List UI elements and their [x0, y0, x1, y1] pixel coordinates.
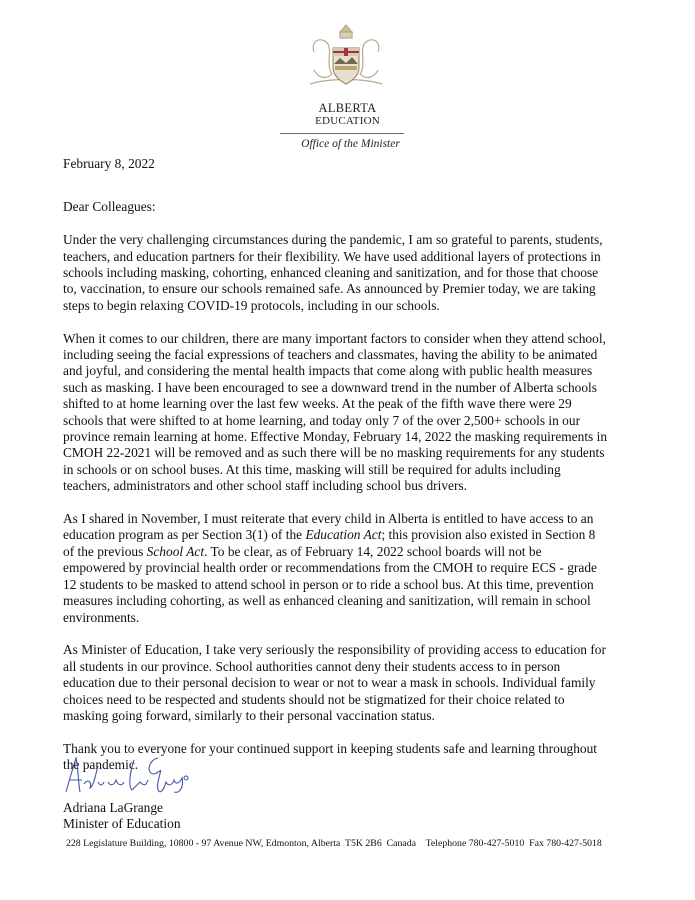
- office-text: Office of the Minister: [301, 138, 400, 150]
- text-line: Thank you to everyone for your continued support in keeping students safe and learning throughout: [63, 740, 598, 756]
- text-line: schools including masking, cohorting, enhanced cleaning and sanitization, and for those that choose: [63, 265, 599, 281]
- text-line: As I shared in November, I must reiterate that every child in Alberta is entitled to have access to an: [63, 511, 594, 527]
- paragraph: [63, 511, 607, 626]
- text-line: CMOH 22-2021 will be removed and as such there will be no masking requirements for any students: [63, 445, 605, 461]
- text-line: shifted to at home learning over the last few weeks. At the peak of the fifth wave there were 29: [63, 396, 572, 412]
- paragraph: [63, 331, 607, 495]
- text-line: to, vaccination, to ensure our schools remained safe. As announced by Premier today, we are taking: [63, 281, 596, 297]
- text-line: the pandemic.: [63, 757, 139, 773]
- text-line: teachers, administrators and other school staff including school bus drivers.: [63, 478, 467, 494]
- text-line: teachers, and education partners for their flexibility. We have used additional layers of protections in: [63, 248, 601, 264]
- paragraph: [63, 642, 607, 724]
- text-line: masking going forward, similarly to their personal vaccination status.: [63, 707, 435, 723]
- act-title: School Act: [146, 543, 205, 559]
- text-line: such as masking. I have been encouraged to see a downward trend in the number of Alberta schools: [63, 379, 597, 395]
- text-line: choices need to be respected and students should not be stigmatized for their choice related to: [63, 691, 565, 707]
- text-line: schools that were shifted to at home learning, and today only 7 of the over 2,500+ schools in our: [63, 412, 581, 428]
- act-title: Education Act: [305, 527, 382, 543]
- text-line: of the previous School Act. To be clear, as of February 14, 2022 school boards will not be: [63, 543, 542, 559]
- text-line: empowered by provincial health order or recommendations from the CMOH to require ECS - grade: [63, 560, 597, 576]
- org-name: ALBERTA: [318, 101, 377, 115]
- text-line: Under the very challenging circumstances during the pandemic, I am so grateful to parents, students,: [63, 232, 603, 248]
- office-label: [0, 138, 695, 150]
- handwritten-signature: [62, 752, 192, 800]
- coat-of-arms-icon: [300, 22, 392, 98]
- salutation: Dear Colleagues:: [63, 199, 156, 215]
- text-line: When it comes to our children, there are many important factors to consider when they attend school,: [63, 330, 606, 346]
- text-line: province remain learning at home. Effective Monday, February 14, 2022 the masking requirements in: [63, 429, 608, 445]
- text-line: in schools or on school buses. At this time, masking will still be required for adults including: [63, 461, 561, 477]
- paragraphs: [63, 232, 607, 773]
- text-line: environments.: [63, 609, 140, 625]
- org-department: EDUCATION: [315, 115, 380, 127]
- signatory-title: Minister of Education: [63, 816, 181, 832]
- letterhead-divider: [280, 133, 404, 134]
- letter-body: [63, 156, 607, 790]
- text-line: all students in our province. School authorities cannot deny their students access to in person: [63, 658, 561, 674]
- text-line: education program as per Section 3(1) of the Education Act; this provision also existed in Section 8: [63, 527, 596, 543]
- signatory-name: Adriana LaGrange: [63, 800, 164, 815]
- text-line: and joyful, and considering the mental health impacts that come along with public health measures: [63, 363, 593, 379]
- text-line: including seeing the facial expressions of teachers and classmates, having the ability to be animated: [63, 347, 598, 363]
- paragraph: [63, 232, 607, 314]
- text-line: education due to their personal decision to wear or not to wear a mask in schools. Individual family: [63, 675, 596, 691]
- text-line: As Minister of Education, I take very seriously the responsibility of providing access to education for: [63, 642, 606, 658]
- text-line: 12 students to be masked to attend school in person or to ride a school bus. At this time, prevention: [63, 576, 594, 592]
- signatory: [63, 800, 181, 833]
- text-line: steps to begin relaxing COVID-19 protocols, including in our schools.: [63, 297, 440, 313]
- footer-address: 228 Legislature Building, 10800 - 97 Avenue NW, Edmonton, Alberta T5K 2B6 Canada Telephone 780-427-5010 Fax 780-427-5018: [66, 838, 602, 849]
- text-line: measures including cohorting, as well as enhanced cleaning and sanitization, will remain in school: [63, 593, 591, 609]
- letter-date: February 8, 2022: [63, 156, 155, 171]
